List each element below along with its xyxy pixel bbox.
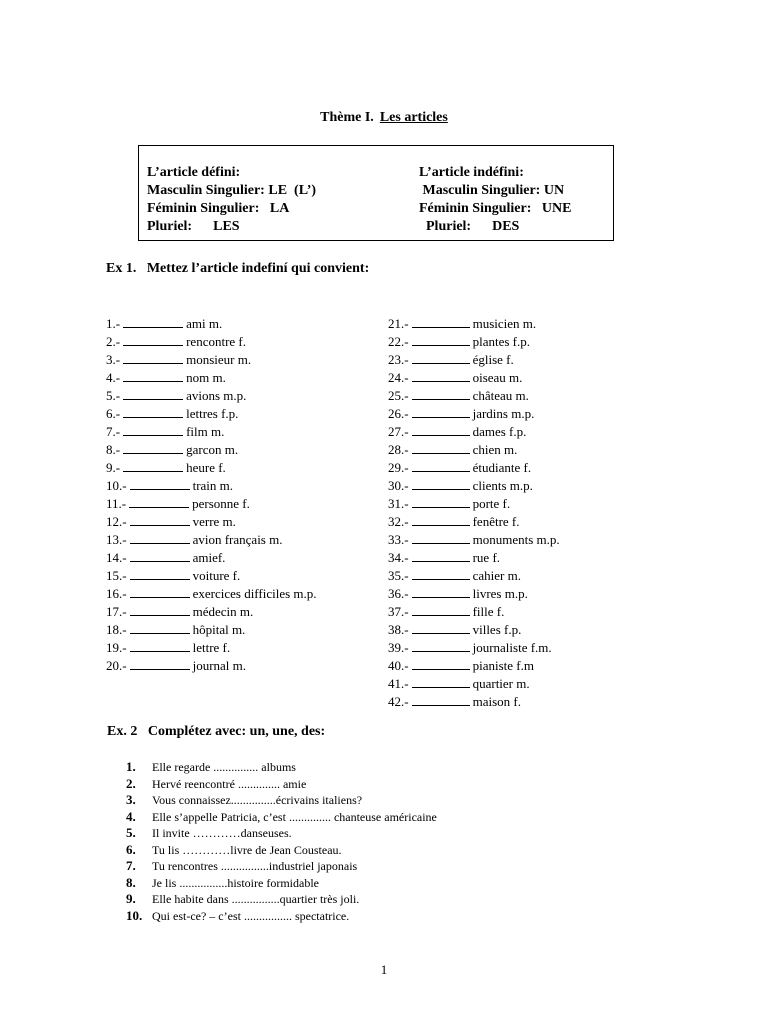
item-number: 9.- xyxy=(106,460,121,475)
indefinite-fem-sing: Féminin Singulier: UNE xyxy=(419,201,572,216)
exercise-1-item xyxy=(388,566,560,584)
item-word: oiseau m. xyxy=(472,370,523,385)
item-number: 20.- xyxy=(106,658,127,673)
item-number: 11.- xyxy=(106,496,127,511)
answer-blank xyxy=(412,584,470,598)
item-number: 25.- xyxy=(388,388,409,403)
item-word: jardins m.p. xyxy=(472,406,535,421)
answer-blank xyxy=(412,530,470,544)
answer-blank xyxy=(412,494,470,508)
exercise-1-item xyxy=(106,350,317,368)
item-number: 16.- xyxy=(106,586,127,601)
answer-blank xyxy=(412,458,470,472)
item-number: 3. xyxy=(126,792,136,807)
exercise-1-item xyxy=(388,368,560,386)
item-word: chien m. xyxy=(472,442,518,457)
exercise-1-item xyxy=(106,566,317,584)
exercise-1-item xyxy=(388,404,560,422)
indefinite-article-column xyxy=(419,164,571,236)
exercise-1-item xyxy=(106,602,317,620)
item-word: dames f.p. xyxy=(472,424,527,439)
exercise-1-item xyxy=(388,548,560,566)
item-word: verre m. xyxy=(192,514,236,529)
exercise-1-item xyxy=(106,476,317,494)
answer-blank xyxy=(130,620,190,634)
item-number: 10.- xyxy=(106,478,127,493)
item-word: porte f. xyxy=(472,496,511,511)
definite-heading: L’article défini: xyxy=(147,165,241,180)
exercise-1-item xyxy=(388,530,560,548)
exercise-2-item xyxy=(126,842,437,859)
item-word: étudiante f. xyxy=(472,460,532,475)
exercise-1-item xyxy=(388,494,560,512)
answer-blank xyxy=(412,656,470,670)
answer-blank xyxy=(412,314,470,328)
item-word: fille f. xyxy=(472,604,505,619)
answer-blank xyxy=(123,440,183,454)
item-number: 24.- xyxy=(388,370,409,385)
item-word: ami m. xyxy=(186,316,223,331)
exercise-1-item xyxy=(106,386,317,404)
exercise-1-item xyxy=(106,458,317,476)
item-word: plantes f.p. xyxy=(472,334,530,349)
item-word: clients m.p. xyxy=(472,478,533,493)
item-word: heure f. xyxy=(186,460,226,475)
item-number: 19.- xyxy=(106,640,127,655)
item-word: exercices difficiles m.p. xyxy=(192,586,317,601)
exercise-1-item xyxy=(106,332,317,350)
answer-blank xyxy=(130,512,190,526)
item-word: avion français m. xyxy=(192,532,283,547)
item-sentence: Il invite …………danseuses. xyxy=(152,826,292,840)
answer-blank xyxy=(129,494,189,508)
exercise-1-item xyxy=(388,440,560,458)
item-number: 40.- xyxy=(388,658,409,673)
answer-blank xyxy=(130,530,190,544)
exercise-1-list-right xyxy=(388,314,560,710)
exercise-1-item xyxy=(388,314,560,332)
answer-blank xyxy=(130,656,190,670)
item-number: 2.- xyxy=(106,334,121,349)
item-number: 4. xyxy=(126,808,136,824)
exercise-1-item xyxy=(388,638,560,656)
item-number: 12.- xyxy=(106,514,127,529)
item-sentence: Elle s’appelle Patricia, c’est .............. chanteuse américaine xyxy=(152,809,437,824)
item-number: 23.- xyxy=(388,352,409,367)
item-word: personne f. xyxy=(192,496,250,511)
exercise-2-list xyxy=(126,759,437,924)
item-number: 2. xyxy=(126,775,136,791)
item-number: 5.- xyxy=(106,388,121,403)
indefinite-heading: L’article indéfini: xyxy=(419,165,524,180)
item-word: livres m.p. xyxy=(472,586,528,601)
item-number: 5. xyxy=(126,825,136,840)
exercise-1-item xyxy=(106,548,317,566)
item-number: 42.- xyxy=(388,694,409,709)
exercise-1-item xyxy=(388,422,560,440)
item-number: 7.- xyxy=(106,424,121,439)
exercise-1-item xyxy=(106,620,317,638)
item-word: journaliste f.m. xyxy=(472,640,552,655)
item-number: 21.- xyxy=(388,316,409,331)
item-number: 38.- xyxy=(388,622,409,637)
item-number: 9. xyxy=(126,891,136,906)
item-word: train m. xyxy=(192,478,234,493)
item-number: 14.- xyxy=(106,550,127,565)
exercise-1-item xyxy=(388,584,560,602)
item-number: 29.- xyxy=(388,460,409,475)
item-sentence: Elle habite dans ................quartier très joli. xyxy=(152,892,360,906)
title-main: Thème I. xyxy=(320,110,374,125)
item-word: rencontre f. xyxy=(186,334,247,349)
answer-blank xyxy=(412,440,470,454)
page-number: 1 xyxy=(380,962,388,977)
item-word: hôpital m. xyxy=(192,622,246,637)
answer-blank xyxy=(412,404,470,418)
definite-fem-sing: Féminin Singulier: LA xyxy=(147,201,290,216)
item-number: 3.- xyxy=(106,352,121,367)
item-word: villes f.p. xyxy=(472,622,522,637)
item-number: 26.- xyxy=(388,406,409,421)
answer-blank xyxy=(130,566,190,580)
item-number: 18.- xyxy=(106,622,127,637)
item-sentence: Qui est-ce? – c’est ................ spectatrice. xyxy=(152,908,350,923)
exercise-1-heading: Ex 1. Mettez l’article indefiní qui convient: xyxy=(106,261,370,276)
answer-blank xyxy=(412,602,470,616)
answer-blank xyxy=(123,458,183,472)
item-number: 4.- xyxy=(106,370,121,385)
item-sentence: Vous connaissez...............écrivains italiens? xyxy=(152,793,363,807)
item-word: avions m.p. xyxy=(186,388,247,403)
exercise-2-item xyxy=(126,908,437,925)
answer-blank xyxy=(412,674,470,688)
page-title xyxy=(0,110,768,126)
item-number: 41.- xyxy=(388,676,409,691)
item-number: 6.- xyxy=(106,406,121,421)
exercise-2-item xyxy=(126,776,437,793)
exercise-1-item xyxy=(388,512,560,530)
item-number: 8. xyxy=(126,874,136,890)
answer-blank xyxy=(412,620,470,634)
item-word: nom m. xyxy=(186,370,226,385)
item-number: 30.- xyxy=(388,478,409,493)
answer-blank xyxy=(412,566,470,580)
answer-blank xyxy=(412,512,470,526)
answer-blank xyxy=(123,422,183,436)
item-word: voiture f. xyxy=(192,568,241,583)
item-word: journal m. xyxy=(192,658,247,673)
answer-blank xyxy=(130,602,190,616)
exercise-2-item xyxy=(126,825,437,842)
exercise-1-item xyxy=(388,332,560,350)
item-sentence: Tu rencontres ................industriel japonais xyxy=(152,859,358,873)
exercise-1-item xyxy=(106,404,317,422)
exercise-2-heading: Ex. 2 Complétez avec: un, une, des: xyxy=(107,724,326,739)
item-word: maison f. xyxy=(472,694,521,709)
item-word: lettres f.p. xyxy=(186,406,239,421)
exercise-1-item xyxy=(388,620,560,638)
exercise-1-item xyxy=(106,656,317,674)
item-number: 34.- xyxy=(388,550,409,565)
answer-blank xyxy=(123,368,183,382)
answer-blank xyxy=(130,476,190,490)
answer-blank xyxy=(130,548,190,562)
item-number: 15.- xyxy=(106,568,127,583)
exercise-1-item xyxy=(106,530,317,548)
exercise-1-item xyxy=(388,386,560,404)
item-word: rue f. xyxy=(472,550,501,565)
answer-blank xyxy=(412,476,470,490)
exercise-2-item xyxy=(126,875,437,892)
exercise-2-item xyxy=(126,809,437,826)
answer-blank xyxy=(412,386,470,400)
item-word: médecin m. xyxy=(192,604,254,619)
definite-article-column xyxy=(147,164,316,236)
exercise-1-item xyxy=(388,458,560,476)
answer-blank xyxy=(123,350,183,364)
exercise-2-item xyxy=(126,858,437,875)
exercise-1-item xyxy=(106,368,317,386)
item-number: 6. xyxy=(126,841,136,857)
item-sentence: Tu lis …………livre de Jean Cousteau. xyxy=(152,842,342,857)
exercise-1-item xyxy=(106,494,317,512)
exercise-2-item xyxy=(126,891,437,908)
answer-blank xyxy=(412,692,470,706)
answer-blank xyxy=(123,386,183,400)
item-number: 1. xyxy=(126,759,136,774)
indefinite-plural: Pluriel: DES xyxy=(426,219,520,234)
exercise-1-item xyxy=(106,584,317,602)
item-number: 37.- xyxy=(388,604,409,619)
item-word: pianiste f.m xyxy=(472,658,534,673)
item-sentence: Hervé reencontré .............. amie xyxy=(152,776,307,791)
item-word: quartier m. xyxy=(472,676,530,691)
exercise-1-item xyxy=(388,656,560,674)
item-number: 36.- xyxy=(388,586,409,601)
item-word: monuments m.p. xyxy=(472,532,560,547)
exercise-1-item xyxy=(106,314,317,332)
definite-plural: Pluriel: LES xyxy=(147,219,240,234)
item-number: 10. xyxy=(126,907,143,923)
answer-blank xyxy=(412,350,470,364)
item-number: 28.- xyxy=(388,442,409,457)
item-number: 39.- xyxy=(388,640,409,655)
item-word: film m. xyxy=(186,424,225,439)
indefinite-masc-sing: Masculin Singulier: UN xyxy=(422,183,565,198)
exercise-1-item xyxy=(106,512,317,530)
item-word: église f. xyxy=(472,352,514,367)
answer-blank xyxy=(123,332,183,346)
title-subtitle: Les articles xyxy=(379,110,448,125)
answer-blank xyxy=(123,314,183,328)
item-word: monsieur m. xyxy=(186,352,252,367)
item-word: garcon m. xyxy=(186,442,239,457)
exercise-1-item xyxy=(388,350,560,368)
item-word: musicien m. xyxy=(472,316,537,331)
item-number: 1.- xyxy=(106,316,121,331)
item-number: 22.- xyxy=(388,334,409,349)
item-word: cahier m. xyxy=(472,568,521,583)
item-number: 17.- xyxy=(106,604,127,619)
item-number: 27.- xyxy=(388,424,409,439)
item-number: 8.- xyxy=(106,442,121,457)
item-number: 32.- xyxy=(388,514,409,529)
item-number: 35.- xyxy=(388,568,409,583)
item-number: 13.- xyxy=(106,532,127,547)
exercise-2-item xyxy=(126,759,437,776)
item-number: 7. xyxy=(126,858,136,873)
answer-blank xyxy=(412,332,470,346)
answer-blank xyxy=(412,548,470,562)
item-word: amief. xyxy=(192,550,226,565)
exercise-1-item xyxy=(106,440,317,458)
item-word: fenêtre f. xyxy=(472,514,520,529)
item-sentence: Elle regarde ............... albums xyxy=(152,760,296,774)
answer-blank xyxy=(412,638,470,652)
exercise-2-item xyxy=(126,792,437,809)
answer-blank xyxy=(412,422,470,436)
item-sentence: Je lis ................histoire formidable xyxy=(152,875,319,890)
exercise-1-item xyxy=(388,476,560,494)
item-number: 33.- xyxy=(388,532,409,547)
item-word: château m. xyxy=(472,388,529,403)
answer-blank xyxy=(123,404,183,418)
item-word: lettre f. xyxy=(192,640,231,655)
exercise-1-item xyxy=(106,638,317,656)
articles-summary-box xyxy=(138,145,614,241)
exercise-1-list-left xyxy=(106,314,317,674)
exercise-1-item xyxy=(388,602,560,620)
answer-blank xyxy=(130,638,190,652)
answer-blank xyxy=(130,584,190,598)
exercise-1-item xyxy=(388,692,560,710)
answer-blank xyxy=(412,368,470,382)
exercise-1-item xyxy=(106,422,317,440)
definite-masc-sing: Masculin Singulier: LE (L’) xyxy=(147,183,317,198)
item-number: 31.- xyxy=(388,496,409,511)
exercise-1-item xyxy=(388,674,560,692)
